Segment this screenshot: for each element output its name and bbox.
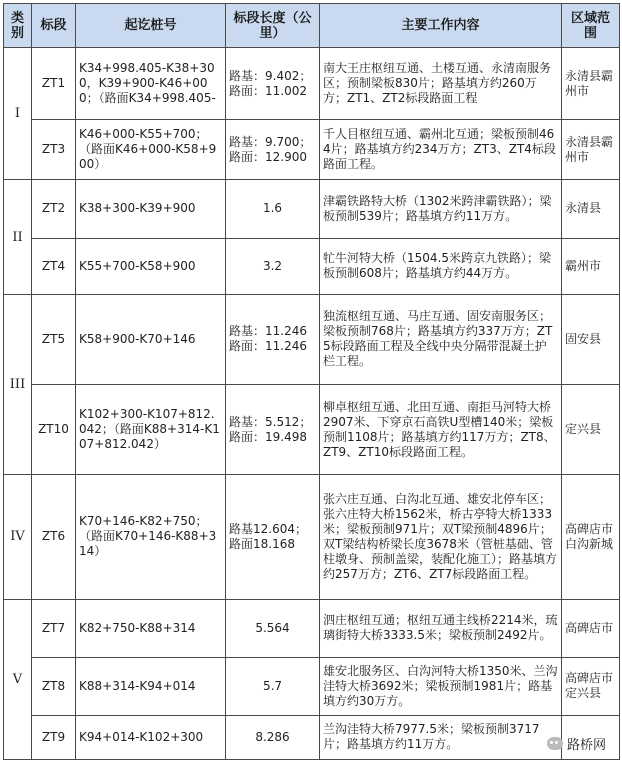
table-row [4, 294, 620, 384]
table-row [4, 657, 620, 715]
work-cell: 牤牛河特大桥（1504.5米跨京九铁路）；梁板预制608片；路基填方约44万方。 [320, 238, 562, 294]
segment-cell: ZT3 [32, 120, 76, 180]
work-cell: 千人目枢纽互通、霸州北互通；梁板预制464片；路基填方约234万方；ZT3、ZT4标段路面工程。 [320, 120, 562, 180]
header-category: 类别 [4, 4, 32, 48]
work-cell: 雄安北服务区、白沟河特大桥1350米、兰沟洼特大桥3692米；梁板预制1981片；路基填方约30万方。 [320, 657, 562, 715]
header-segment: 标段 [32, 4, 76, 48]
table-row [4, 180, 620, 238]
table-row [4, 475, 620, 599]
pile-cell: K38+300-K39+900 [76, 180, 226, 238]
region-cell: 高碑店市白沟新城 [562, 475, 620, 599]
work-cell: 泗庄枢纽互通；枢纽互通主线桥2214米，琉璃街特大桥3333.5米；梁板预制2492片。 [320, 599, 562, 657]
project-table [3, 3, 620, 760]
segment-cell: ZT6 [32, 475, 76, 599]
table-row [4, 120, 620, 180]
header-work: 主要工作内容 [320, 4, 562, 48]
work-cell: 兰沟洼特大桥7977.5米；梁板预制3717片；路基填方约11万方。 [320, 715, 562, 759]
region-cell: 固安县 [562, 294, 620, 384]
pile-cell: K70+146-K82+750；（路面K70+146-K88+314） [76, 475, 226, 599]
table-row [4, 238, 620, 294]
header-pile: 起讫桩号 [76, 4, 226, 48]
chat-bubble-icon [547, 737, 563, 750]
region-cell: 高碑店市 [562, 599, 620, 657]
pile-cell: K58+900-K70+146 [76, 294, 226, 384]
work-cell: 柳卓枢纽互通、北田互通、南拒马河特大桥2907米、下穿京石高铁U型槽140米；梁板预制1108片；路基填方约117万方；ZT8、ZT9、ZT10标段路面工程。 [320, 384, 562, 474]
segment-cell: ZT4 [32, 238, 76, 294]
work-cell: 独流枢纽互通、马庄互通、固安南服务区；梁板预制768片；路基填方约337万方；ZT5标段路面工程及全线中央分隔带混凝土护栏工程。 [320, 294, 562, 384]
length-cell: 1.6 [226, 180, 320, 238]
category-cell: III [4, 294, 32, 475]
work-cell: 津霸铁路特大桥（1302米跨津霸铁路）；梁板预制539片；路基填方约11万方。 [320, 180, 562, 238]
category-cell: V [4, 599, 32, 760]
category-cell: II [4, 180, 32, 294]
table-row [4, 48, 620, 120]
length-cell: 3.2 [226, 238, 320, 294]
pile-cell: K55+700-K58+900 [76, 238, 226, 294]
length-cell: 5.7 [226, 657, 320, 715]
pile-cell: K102+300-K107+812.042；（路面K88+314-K107+812.042） [76, 384, 226, 474]
category-cell: I [4, 48, 32, 180]
table-row [4, 599, 620, 657]
watermark-text: 路桥网 [566, 738, 606, 753]
segment-cell: ZT8 [32, 657, 76, 715]
segment-cell: ZT1 [32, 48, 76, 120]
header-row [4, 4, 620, 48]
region-cell: 高碑店市定兴县 [562, 657, 620, 715]
segment-cell: ZT2 [32, 180, 76, 238]
pile-cell: K94+014-K102+300 [76, 715, 226, 759]
pile-cell: K34+998.405-K38+300，K39+900-K46+000；（路面K34+998.405- [76, 48, 226, 120]
watermark [547, 734, 606, 753]
length-cell: 路基：5.512；路面：19.498 [226, 384, 320, 474]
region-cell: 定兴县 [562, 384, 620, 474]
region-cell: 永清县霸州市 [562, 48, 620, 120]
header-length: 标段长度（公里） [226, 4, 320, 48]
pile-cell: K82+750-K88+314 [76, 599, 226, 657]
category-cell: IV [4, 475, 32, 599]
region-cell: 霸州市 [562, 238, 620, 294]
length-cell: 8.286 [226, 715, 320, 759]
table-row [4, 384, 620, 474]
pile-cell: K88+314-K94+014 [76, 657, 226, 715]
region-cell: 永清县 [562, 180, 620, 238]
table-row [4, 715, 620, 759]
work-cell: 张六庄互通、白沟北互通、雄安北停车区；张六庄特大桥1562米，桥古亭特大桥1333米；梁板预制971片；双T梁预制4896片；双T梁结构桥梁长度3678米（管桩基础、管柱墩身、预制盖梁，装配化施工）；路基填方约257万方；ZT6、ZT7标段路面工程。 [320, 475, 562, 599]
segment-cell: ZT7 [32, 599, 76, 657]
header-region: 区域范围 [562, 4, 620, 48]
length-cell: 路基：9.402；路面：11.002 [226, 48, 320, 120]
work-cell: 南大王庄枢纽互通、土楼互通、永清南服务区；预制梁板830片；路基填方约260万方；ZT1、ZT2标段路面工程 [320, 48, 562, 120]
pile-cell: K46+000-K55+700；（路面K46+000-K58+900） [76, 120, 226, 180]
length-cell: 路基：11.246 路面：11.246 [226, 294, 320, 384]
segment-cell: ZT9 [32, 715, 76, 759]
length-cell: 路基：9.700；路面：12.900 [226, 120, 320, 180]
length-cell: 路基12.604；路面18.168 [226, 475, 320, 599]
length-cell: 5.564 [226, 599, 320, 657]
segment-cell: ZT10 [32, 384, 76, 474]
region-cell: 永清县霸州市 [562, 120, 620, 180]
segment-cell: ZT5 [32, 294, 76, 384]
